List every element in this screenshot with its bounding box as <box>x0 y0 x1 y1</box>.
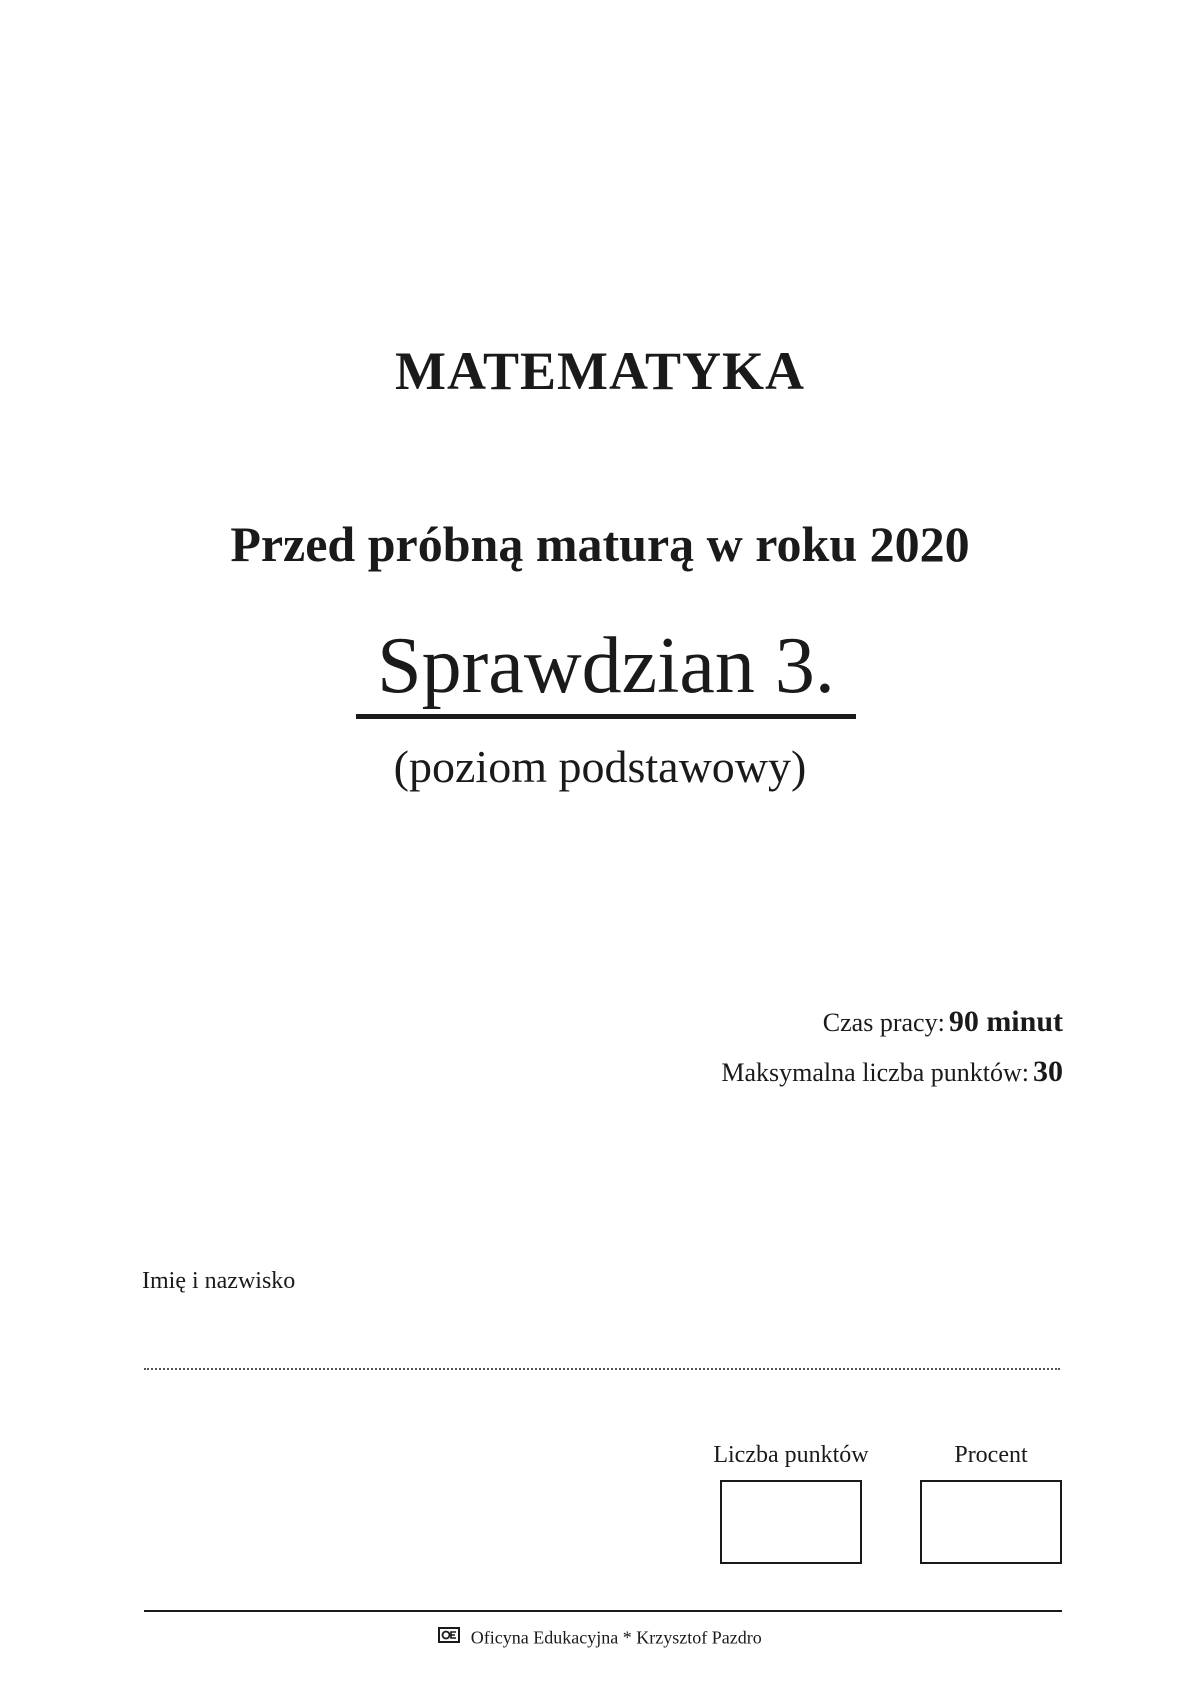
exam-level: (poziom podstawowy) <box>393 741 807 792</box>
test-title-block <box>356 622 856 710</box>
test-title-underline <box>356 714 856 719</box>
exam-subtitle: Przed próbną maturą w roku 2020 <box>230 516 970 572</box>
time-info <box>823 1005 1063 1039</box>
publisher-name: Oficyna Edukacyjna * Krzysztof Pazdro <box>470 1627 762 1648</box>
max-points-label: Maksymalna liczba punktów: <box>721 1058 1029 1087</box>
points-label: Liczba punktów <box>713 1442 869 1468</box>
oe-logo-icon <box>438 1627 460 1648</box>
max-points-info <box>721 1055 1063 1089</box>
time-label: Czas pracy: <box>822 1008 945 1037</box>
max-points-value: 30 <box>1033 1055 1063 1088</box>
subject-title: MATEMATYKA <box>395 341 805 401</box>
percent-box[interactable] <box>920 1480 1062 1564</box>
footer <box>0 1626 1200 1648</box>
footer-divider <box>144 1610 1062 1612</box>
percent-label: Procent <box>954 1442 1028 1468</box>
test-title: Sprawdzian 3. <box>377 622 835 710</box>
name-label: Imię i nazwisko <box>142 1268 296 1294</box>
points-box[interactable] <box>720 1480 862 1564</box>
time-value: 90 minut <box>948 1005 1063 1038</box>
name-field[interactable] <box>144 1368 1060 1370</box>
